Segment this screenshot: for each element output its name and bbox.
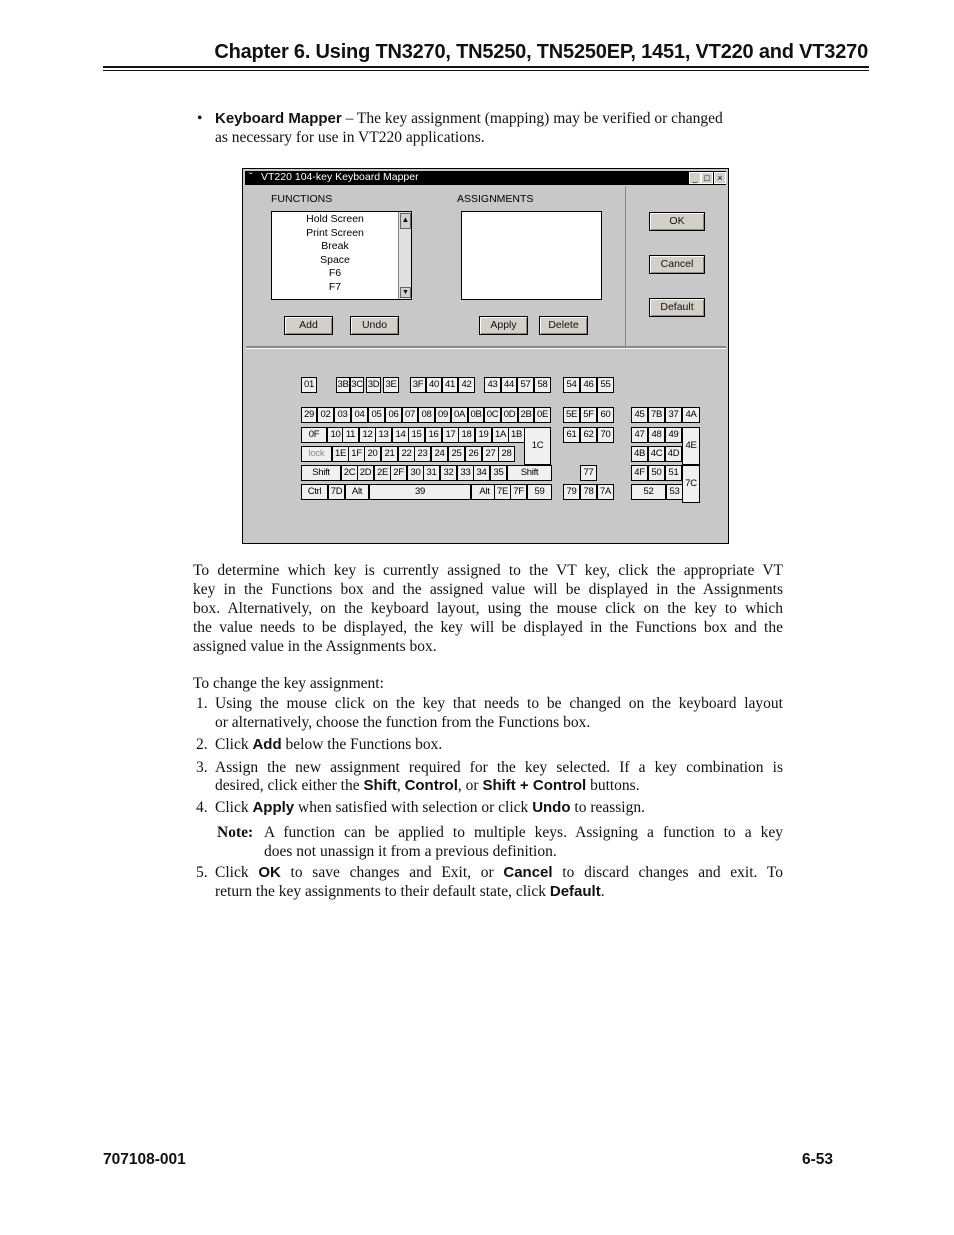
- keyboard-key[interactable]: 5F: [580, 407, 597, 423]
- keyboard-key[interactable]: lock: [301, 446, 332, 462]
- keyboard-key[interactable]: 3D: [366, 377, 381, 393]
- functions-listbox[interactable]: [271, 211, 412, 300]
- keyboard-key[interactable]: 16: [425, 427, 442, 443]
- text: Click: [215, 799, 253, 816]
- dialog-separator: [246, 346, 726, 349]
- keyboard-key[interactable]: 59: [527, 484, 552, 500]
- keyboard-key[interactable]: 0F: [301, 427, 327, 443]
- keyboard-key[interactable]: 3C: [350, 377, 364, 393]
- note-line-1: A function can be applied to multiple keys. Assigning a function to a key: [264, 824, 783, 841]
- keyboard-key[interactable]: 27: [482, 446, 499, 462]
- keyboard-key[interactable]: 1C: [524, 427, 551, 465]
- maximize-icon[interactable]: □: [701, 172, 713, 184]
- keyboard-key[interactable]: 79: [563, 484, 580, 500]
- text: to reassign.: [570, 799, 645, 816]
- keyboard-key[interactable]: 4F: [631, 465, 648, 481]
- step-5-line-2: [215, 882, 605, 901]
- p1-line: key in the Functions box and the assigned value will be displayed in the Assignments: [193, 581, 783, 598]
- keyboard-key[interactable]: 7A: [597, 484, 614, 500]
- close-icon[interactable]: ×: [714, 172, 726, 184]
- keyboard-key[interactable]: 22: [398, 446, 415, 462]
- keyboard-key[interactable]: 2D: [357, 465, 374, 481]
- keyboard-key[interactable]: 55: [597, 377, 614, 393]
- keyboard-key[interactable]: 34: [473, 465, 490, 481]
- keyboard-key[interactable]: 32: [440, 465, 457, 481]
- keyboard-key[interactable]: Ctrl: [301, 484, 328, 500]
- text: Click: [215, 864, 259, 881]
- keyboard-key[interactable]: 07: [402, 407, 418, 423]
- chapter-heading: Chapter 6. Using TN3270, TN5250, TN5250EP, 1451, VT220 and VT3270: [214, 41, 868, 63]
- keyboard-key[interactable]: 7C: [682, 465, 700, 503]
- keyboard-key[interactable]: 28: [498, 446, 515, 462]
- keyboard-key[interactable]: 25: [448, 446, 465, 462]
- functions-list-item[interactable]: Print Screen: [306, 226, 364, 239]
- functions-list-item[interactable]: Hold Screen: [306, 213, 364, 225]
- scroll-up-icon[interactable]: ▲: [400, 213, 411, 229]
- keyword-shift: Shift: [363, 777, 397, 794]
- keyboard-key[interactable]: 41: [442, 377, 458, 393]
- step-number: 1.: [196, 695, 208, 712]
- text: .: [600, 883, 605, 900]
- keyboard-key[interactable]: 70: [597, 427, 614, 443]
- keyboard-key[interactable]: 2C: [341, 465, 358, 481]
- keyboard-key[interactable]: 61: [563, 427, 580, 443]
- keyboard-key[interactable]: 7F: [510, 484, 527, 500]
- keyboard-key[interactable]: 2B: [518, 407, 534, 423]
- header-rule-thin: [103, 70, 869, 71]
- keyboard-key[interactable]: 7D: [328, 484, 345, 500]
- keyboard-key[interactable]: 24: [431, 446, 448, 462]
- functions-list-item[interactable]: Space: [320, 253, 350, 266]
- keyboard-key[interactable]: 1F: [348, 446, 365, 462]
- system-menu-icon[interactable]: ˇ: [249, 171, 253, 183]
- keyboard-key[interactable]: 2F: [390, 465, 407, 481]
- keyboard-key[interactable]: Alt: [345, 484, 369, 500]
- keyboard-key[interactable]: 39: [369, 484, 471, 500]
- keyboard-key[interactable]: 62: [580, 427, 597, 443]
- keyboard-key[interactable]: 18: [458, 427, 475, 443]
- cancel-button[interactable]: Cancel: [649, 255, 705, 274]
- add-button[interactable]: Add: [284, 316, 333, 335]
- keyboard-key[interactable]: 1A: [492, 427, 509, 443]
- step-number: 5.: [196, 864, 208, 881]
- keyboard-key[interactable]: 78: [580, 484, 597, 500]
- default-button[interactable]: Default: [649, 298, 705, 317]
- keyboard-key[interactable]: 7B: [648, 407, 665, 423]
- keyword-default: Default: [549, 883, 601, 900]
- keyboard-key[interactable]: 46: [580, 377, 597, 393]
- keyboard-key[interactable]: 20: [364, 446, 381, 462]
- keyboard-key[interactable]: 49: [665, 427, 682, 443]
- text: desired, click either the: [215, 777, 364, 794]
- text: ,: [396, 777, 405, 794]
- keyboard-key[interactable]: 19: [475, 427, 492, 443]
- step-number: 3.: [196, 759, 208, 776]
- keyboard-key[interactable]: 4E: [682, 427, 700, 465]
- delete-button[interactable]: Delete: [539, 316, 588, 335]
- step-5-line-1: [215, 863, 783, 882]
- keyboard-key[interactable]: 0D: [501, 407, 518, 423]
- header-rule: [103, 66, 869, 68]
- keyboard-key[interactable]: 77: [580, 465, 597, 481]
- intro-line-2: as necessary for use in VT220 applications.: [215, 129, 485, 146]
- intro-line-1: [215, 109, 785, 128]
- keyboard-key[interactable]: 4A: [682, 407, 700, 423]
- keyboard-key[interactable]: 1B: [508, 427, 525, 443]
- keyword-add: Add: [252, 736, 282, 753]
- apply-button[interactable]: Apply: [479, 316, 528, 335]
- step-3-line-1: Assign the new assignment required for the key selected. If a key combination is: [215, 759, 783, 776]
- keyboard-key[interactable]: 08: [418, 407, 435, 423]
- text: when satisfied with selection or click: [294, 799, 533, 816]
- scroll-down-icon[interactable]: ▼: [400, 287, 411, 298]
- keyboard-key[interactable]: 3F: [410, 377, 426, 393]
- ok-button[interactable]: OK: [649, 212, 705, 231]
- keyboard-key[interactable]: 43: [484, 377, 501, 393]
- functions-label: FUNCTIONS: [271, 193, 333, 205]
- keyboard-key[interactable]: 45: [631, 407, 648, 423]
- keyboard-key[interactable]: 0B: [468, 407, 484, 423]
- assignments-listbox[interactable]: [461, 211, 602, 300]
- keyboard-key[interactable]: 0C: [484, 407, 501, 423]
- keyboard-key[interactable]: 44: [501, 377, 517, 393]
- document-number: 707108-001: [103, 1151, 186, 1168]
- step-3-line-2: [215, 776, 640, 795]
- dialog-title: VT220 104-key Keyboard Mapper: [261, 171, 419, 183]
- keyboard-key[interactable]: 15: [408, 427, 425, 443]
- text: to discard changes and exit. To: [552, 864, 783, 881]
- keyboard-key[interactable]: 21: [381, 446, 398, 462]
- keyboard-key[interactable]: 09: [435, 407, 451, 423]
- keyword-ok: OK: [258, 864, 281, 881]
- p1-line: To determine which key is currently assigned to the VT key, click the appropriate VT: [193, 562, 783, 579]
- step-1-line-2: or alternatively, choose the function from the Functions box.: [215, 714, 591, 731]
- undo-button[interactable]: Undo: [350, 316, 399, 335]
- keyboard-key[interactable]: 01: [301, 377, 317, 393]
- keyboard-key[interactable]: Shift: [507, 465, 552, 481]
- keyboard-key[interactable]: 31: [423, 465, 440, 481]
- p1-line: assigned value in the Assignments box.: [193, 638, 437, 655]
- keyboard-key[interactable]: 42: [458, 377, 475, 393]
- keyboard-key[interactable]: Alt: [471, 484, 498, 500]
- keyboard-key[interactable]: 2E: [374, 465, 391, 481]
- keyboard-key[interactable]: 35: [490, 465, 507, 481]
- keyword-cancel: Cancel: [503, 864, 553, 881]
- intro-text: – The key assignment (mapping) may be verified or changed: [341, 110, 723, 127]
- keyboard-key[interactable]: 03: [334, 407, 351, 423]
- keyboard-key[interactable]: 23: [414, 446, 431, 462]
- keyboard-key[interactable]: 7E: [494, 484, 511, 500]
- keyword-shift-control: Shift + Control: [482, 777, 587, 794]
- p1-line: the value needs to be displayed, the key will be displayed in the Functions box and the: [193, 619, 783, 636]
- functions-scrollbar[interactable]: [398, 212, 411, 299]
- keyboard-key[interactable]: 54: [563, 377, 580, 393]
- keyboard-key[interactable]: 4C: [648, 446, 665, 462]
- keyboard-key[interactable]: 60: [597, 407, 614, 423]
- functions-list-item[interactable]: F6: [328, 267, 342, 280]
- keyboard-key[interactable]: 11: [342, 427, 359, 443]
- keyboard-key[interactable]: 0E: [534, 407, 551, 423]
- keyboard-key[interactable]: 40: [426, 377, 442, 393]
- explanation-paragraph: [193, 561, 783, 656]
- dialog-titlebar: [245, 171, 726, 185]
- keyboard-key[interactable]: 50: [648, 465, 665, 481]
- keyboard-key[interactable]: 4D: [665, 446, 682, 462]
- keyword-apply: Apply: [252, 799, 295, 816]
- text: below the Functions box.: [281, 736, 443, 753]
- text: buttons.: [586, 777, 640, 794]
- step-number: 2.: [196, 736, 208, 753]
- keyboard-key[interactable]: Shift: [301, 465, 341, 481]
- step-2: [215, 735, 442, 754]
- step-1-line-1: Using the mouse click on the key that needs to be changed on the keyboard layout: [215, 695, 783, 712]
- keyword-control: Control: [404, 777, 458, 794]
- keyboard-key[interactable]: 52: [631, 484, 666, 500]
- page-number: 6-53: [802, 1151, 834, 1168]
- keyboard-key[interactable]: 33: [457, 465, 474, 481]
- keyboard-key[interactable]: 10: [327, 427, 344, 443]
- text: , or: [457, 777, 483, 794]
- text: to save changes and Exit, or: [280, 864, 504, 881]
- keyboard-key[interactable]: 13: [375, 427, 392, 443]
- keyboard-key[interactable]: 53: [666, 484, 683, 500]
- keyboard-key[interactable]: 0A: [451, 407, 468, 423]
- keyboard-key[interactable]: 02: [317, 407, 334, 423]
- keyboard-key[interactable]: 51: [665, 465, 682, 481]
- minimize-icon[interactable]: _: [689, 172, 701, 184]
- step-number: 4.: [196, 799, 208, 816]
- keyboard-key[interactable]: 29: [301, 407, 317, 423]
- keyboard-key[interactable]: 12: [359, 427, 376, 443]
- keyboard-key[interactable]: 26: [465, 446, 482, 462]
- step-4: [215, 798, 645, 817]
- dialog-vertical-separator: [625, 186, 626, 346]
- keyboard-key[interactable]: 3E: [383, 377, 399, 393]
- keyboard-key[interactable]: 1E: [332, 446, 349, 462]
- keyboard-key[interactable]: 57: [517, 377, 534, 393]
- assignments-label: ASSIGNMENTS: [457, 193, 534, 205]
- text: return the key assignments to their default state, click: [215, 883, 550, 900]
- note-label: Note:: [217, 824, 254, 841]
- intro-term: Keyboard Mapper: [215, 110, 342, 127]
- p1-line: box. Alternatively, on the keyboard layout, using the mouse click on the key to which: [193, 600, 783, 617]
- change-intro: To change the key assignment:: [193, 675, 384, 692]
- keyboard-key[interactable]: 47: [631, 427, 648, 443]
- keyboard-key[interactable]: 30: [407, 465, 424, 481]
- keyboard-key[interactable]: 37: [665, 407, 682, 423]
- keyboard-key[interactable]: 48: [648, 427, 665, 443]
- note-line-2: does not unassign it from a previous definition.: [264, 843, 557, 860]
- keyboard-key[interactable]: 05: [368, 407, 385, 423]
- keyboard-key[interactable]: 17: [442, 427, 459, 443]
- keyboard-key[interactable]: 58: [534, 377, 551, 393]
- keyboard-key[interactable]: 3B: [336, 377, 350, 393]
- keyboard-key[interactable]: 06: [385, 407, 402, 423]
- bullet: •: [197, 110, 203, 127]
- keyboard-key[interactable]: 04: [351, 407, 368, 423]
- keyboard-key[interactable]: 4B: [631, 446, 648, 462]
- keyword-undo: Undo: [532, 799, 571, 816]
- text: Click: [215, 736, 253, 753]
- keyboard-key[interactable]: 14: [392, 427, 409, 443]
- functions-list-item[interactable]: Break: [321, 240, 349, 253]
- functions-list-item[interactable]: F7: [328, 280, 342, 293]
- keyboard-key[interactable]: 5E: [563, 407, 580, 423]
